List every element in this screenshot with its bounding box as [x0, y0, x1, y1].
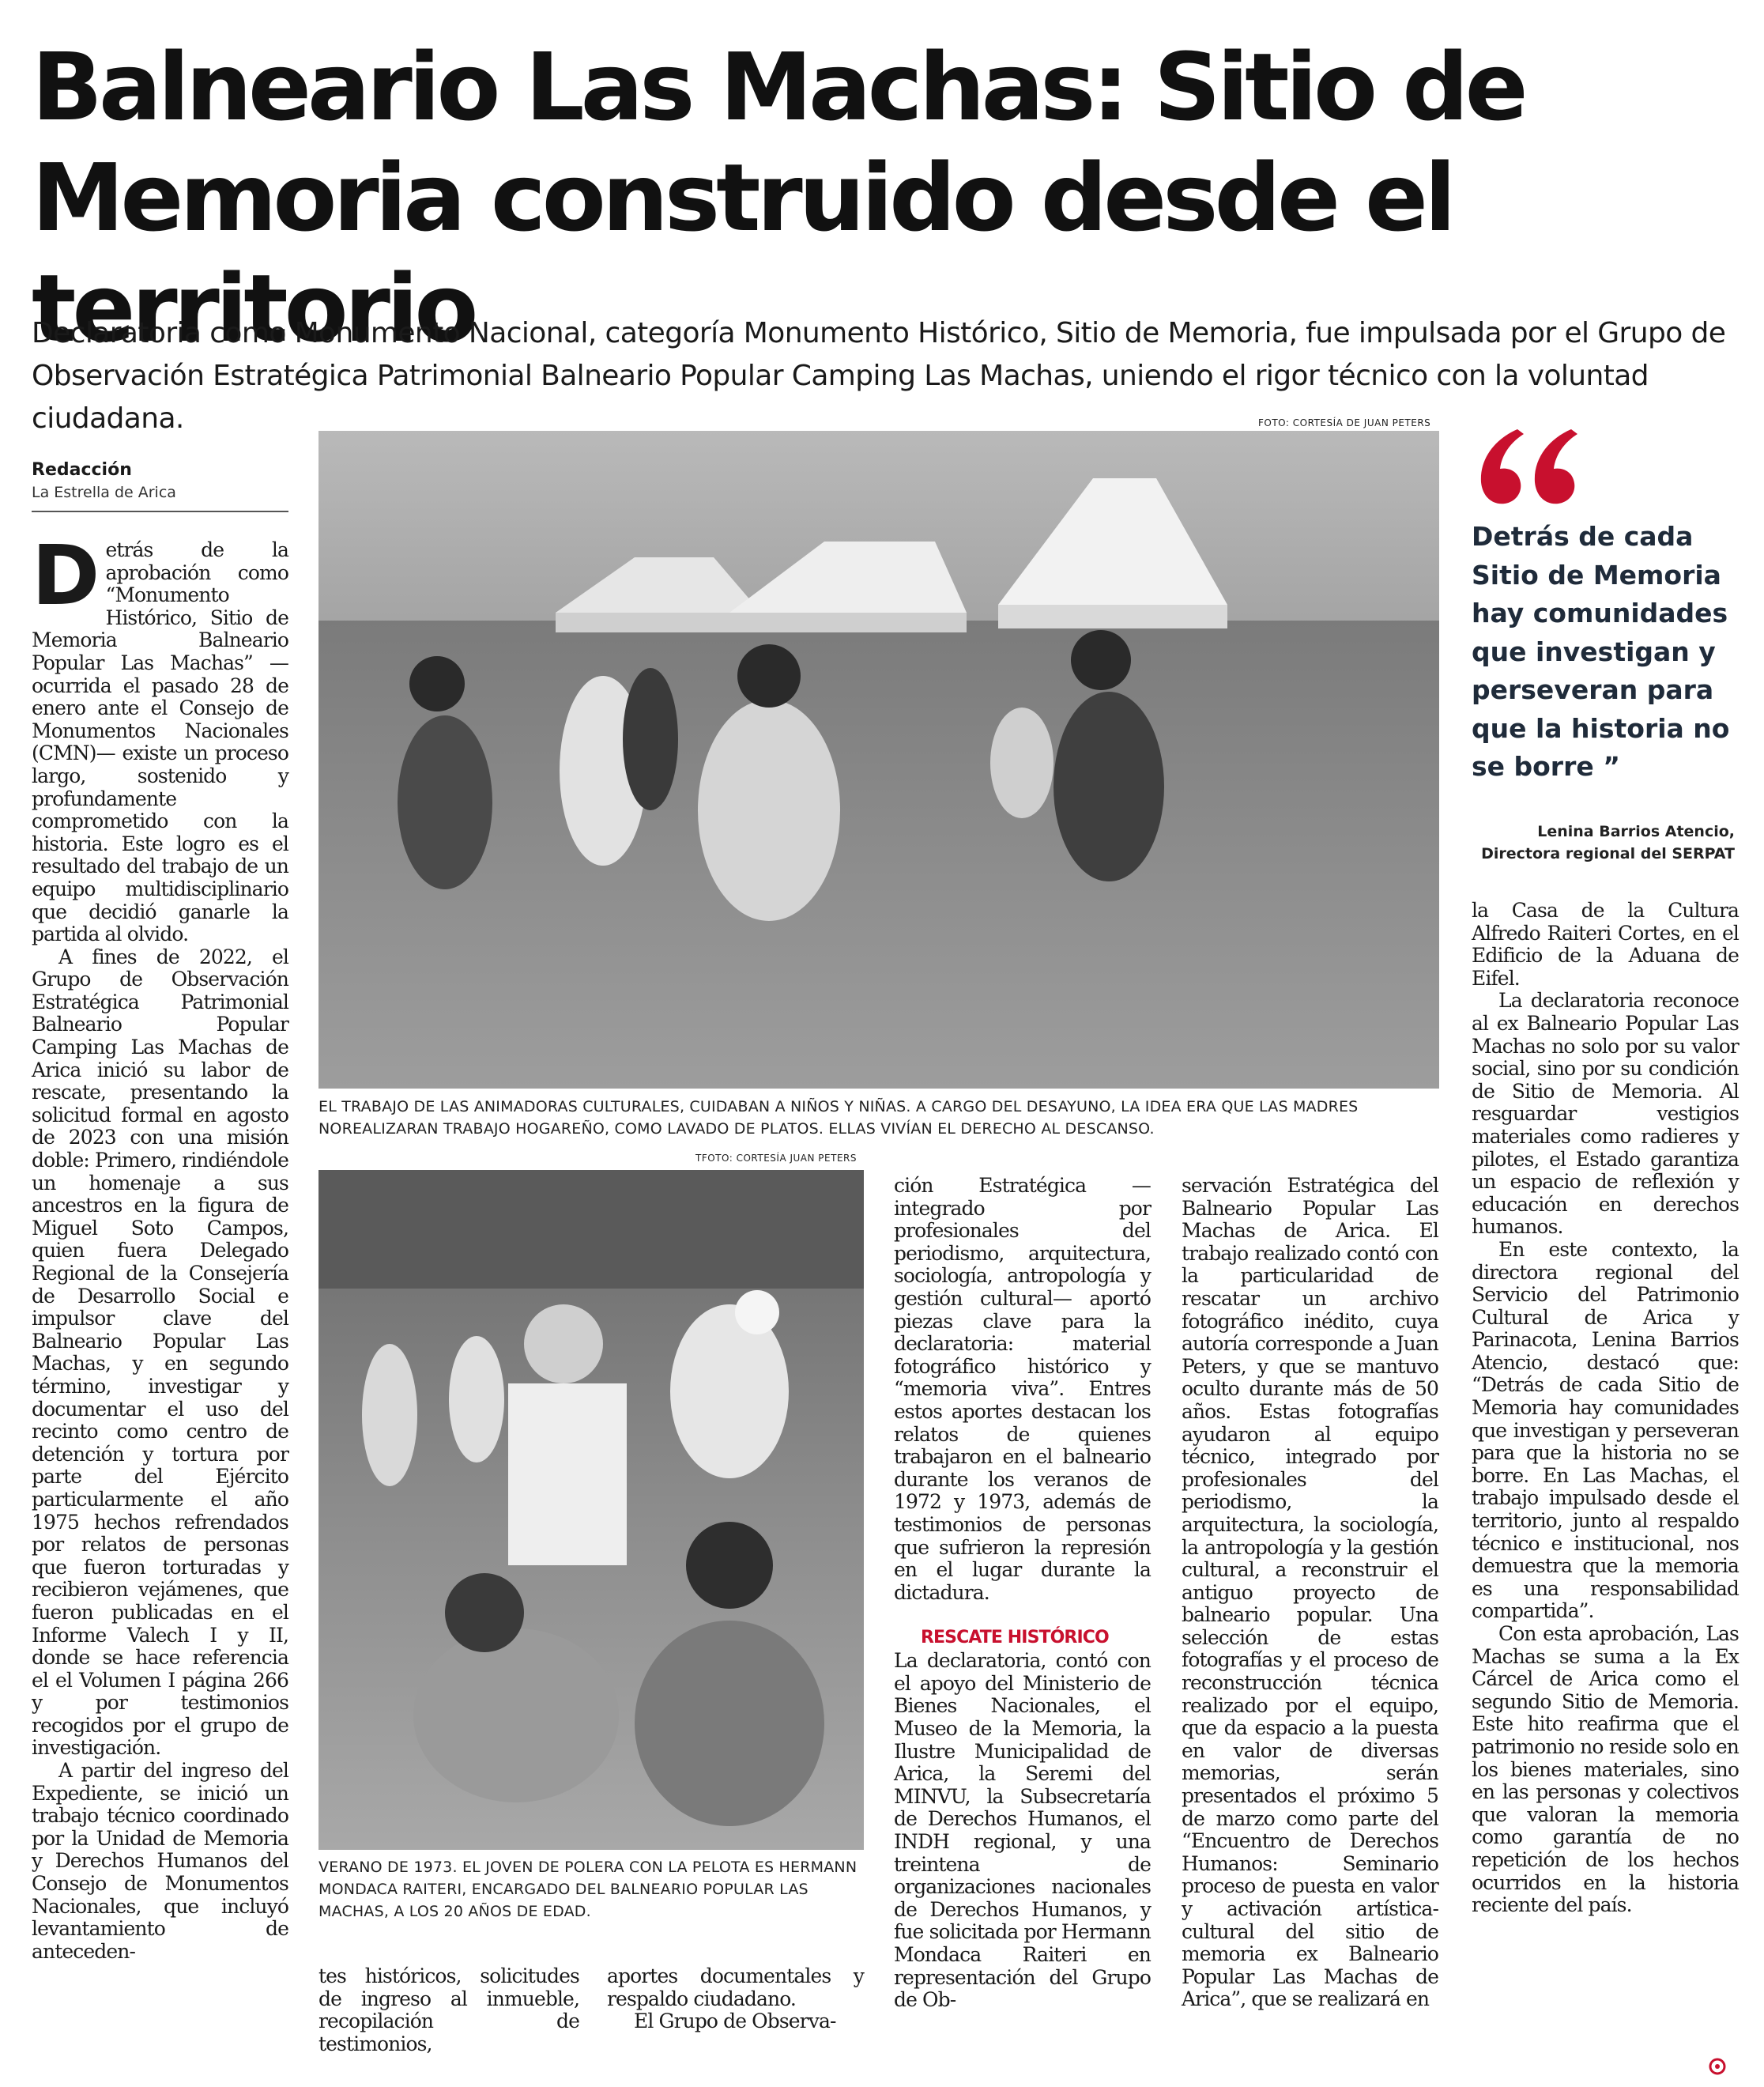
- beach-photo-huts: [318, 431, 1439, 1089]
- photo-caption: EL TRABAJO DE LAS ANIMADORAS CULTURALES, CUIDABAN A NIÑOS Y NIÑAS. A CARGO DEL DESAYUNO, LA IDEA ERA QUE LAS MADRES NOREALIZARAN TRABAJO HOGAREÑO, COMO LAVADO DE PLATOS. ELLAS VIVÍAN EL DERECHO AL DESCANSO.: [318, 1098, 1359, 1138]
- body-column-5: [1182, 1175, 1438, 2011]
- body-paragraph: La declaratoria, contó con el apoyo del Ministerio de Bienes Nacionales, el Museo de la Memoria, la Ilustre Municipalidad de Arica, la Seremi del MINVU, la Subsecretaría de Derechos Humanos, el INDH regional, y una treintena de organizaciones nacionales de Derechos Humanos, y fue solicitada por Hermann Mondaca Raiteri en representación del Grupo de Ob-: [894, 1649, 1151, 2012]
- quote-attribution: [1438, 821, 1735, 865]
- body-paragraph: En este contexto, la directora regional del Servicio del Patrimonio Cultural de Arica y Parinacota, Lenina Barrios Atencio, destacó que: “Detrás de cada Sitio de Memoria hay comunidades que investigan y perseveran para que la historia no se borre. En Las Machas, el trabajo impulsado desde el territorio, junto al respaldo técnico e institucional, nos demuestra que la memoria es una responsabilidad compartida”.: [1472, 1237, 1739, 1623]
- body-paragraph: Detrás de la aprobación como “Monumento Histórico, Sitio de Memoria Balneario Popular Las Machas” —ocurrida el pasado 28 de enero ante el Consejo de Monumentos Nacionales (CMN)— existe un proceso largo, sostenido y profundamente comprometido con la historia. Este logro es el resultado del trabajo de un equipo multidisciplinario que decidió ganarle la partida al olvido.: [32, 527, 288, 946]
- children-photo-image: [318, 1170, 864, 1850]
- photo-credit: FOTO: CORTESÍA DE JUAN PETERS: [1258, 417, 1431, 428]
- drop-cap: D: [32, 527, 100, 624]
- quote-mark-icon: [1472, 423, 1582, 510]
- body-paragraph: El Grupo de Observa-: [634, 2010, 836, 2033]
- children-beach-photo: [318, 1170, 864, 1850]
- body-paragraph: A partir del ingreso del Expediente, se inició un trabajo técnico coordinado por la Unidad de Memoria y Derechos Humanos del Consejo de Monumentos Nacionales, que incluyó levantamiento de anteceden-: [32, 1759, 288, 1963]
- byline: [32, 459, 288, 512]
- section-subhead: RESCATE HISTÓRICO: [921, 1628, 1109, 1648]
- body-paragraph: ción Estratégica —integrado por profesionales del periodismo, arquitectura, sociología, antropología y gestión cultural— aportó piezas clave para la declaratoria: material fotográfico histórico y “memoria viva”. Entres estos aportes destacan los relatos de quienes trabajaron en el balneario durante los veranos de 1972 y 1973, además de testimonios de personas que sufrieron la represión en el lugar durante la dictadura.: [894, 1174, 1151, 1604]
- byline-outlet: La Estrella de Arica: [32, 484, 176, 501]
- body-column-2: [318, 1965, 579, 2055]
- end-mark-icon: [1709, 2058, 1726, 2075]
- body-column-3: [607, 1965, 864, 2033]
- byline-author: Redacción: [32, 460, 132, 480]
- photo-credit: TFOTO: CORTESÍA JUAN PETERS: [695, 1153, 857, 1164]
- body-column-1: [32, 527, 288, 1963]
- deck: Declaratoria como Monumento Nacional, categoría Monumento Histórico, Sitio de Memoria, fue impulsada por el Grupo de Observación Estratégica Patrimonial Balneario Popular Camping Las Machas, uniendo el rigor técnico con la voluntad ciudadana.: [32, 317, 1726, 435]
- quote-attribution-role: Directora regional del SERPAT: [1481, 845, 1735, 862]
- body-paragraph: A fines de 2022, el Grupo de Observación Estratégica Patrimonial Balneario Popular Camping Las Machas de Arica inició su labor de rescate, presentando la solicitud formal en agosto de 2023 con una misión doble: Primero, rindiéndole un homenaje a sus ancestros en la figura de Miguel Soto Campos, quien fuera Delegado Regional de la Consejería de Desarrollo Social e impulsor clave del Balneario Popular Las Machas, y en segundo término, investigar y documentar el uso del recinto como centro de detención y tortura por parte del Ejército particularmente el año 1975 hechos refrendados por relatos de personas que fueron torturadas y recibieron vejámenes, que fueron publicadas en el Informe Valech I y II, donde se hace referencia el el Volumen I página 266 y por testimonios recogidos por el grupo de investigación.: [32, 945, 288, 1760]
- body-paragraph: la Casa de la Cultura Alfredo Raiteri Cortes, en el Edificio de la Aduana de Eifel.: [1472, 899, 1739, 990]
- headline: Balneario Las Machas: Sitio de Memoria construido desde el territorio: [32, 32, 1525, 363]
- beach-photo-image: [318, 431, 1439, 1089]
- photo-caption: VERANO DE 1973. EL JOVEN DE POLERA CON LA PELOTA ES HERMANN MONDACA RAITERI, ENCARGADO DEL BALNEARIO POPULAR LAS MACHAS, A LOS 20 AÑOS DE EDAD.: [318, 1859, 858, 1920]
- body-paragraph: servación Estratégica del Balneario Popular Las Machas de Arica. El trabajo realizado contó con la particularidad de rescatar un archivo fotográfico inédito, cuya autoría corresponde a Juan Peters, y que se mantuvo oculto durante más de 50 años. Estas fotografías ayudaron al equipo técnico, integrado por profesionales del periodismo, la arquitectura, la sociología, la antropología y la gestión cultural, a reconstruir el antiguo proyecto de balneario popular. Una selección de estas fotografías y el proceso de reconstrucción técnica realizado por el equipo, que da espacio a la puesta en valor de diversas memorias, serán presentados el próximo 5 de marzo como parte del “Encuentro de Derechos Humanos: Seminario proceso de puesta en valor y activación artística-cultural del sitio de memoria ex Balneario Popular Las Machas de Arica”, que se realizará en: [1182, 1174, 1438, 2011]
- body-paragraph: aportes documentales y respaldo ciudadano.: [607, 1964, 864, 2010]
- quote-attribution-name: Lenina Barrios Atencio,: [1537, 823, 1735, 840]
- body-column-4: [894, 1175, 1151, 2012]
- body-paragraph: tes históricos, solicitudes de ingreso al inmueble, recopilación de testimonios,: [318, 1964, 579, 2055]
- pull-quote: Detrás de cada Sitio de Memoria hay comunidades que investigan y perseveran para que la historia no se borre ”: [1472, 521, 1730, 782]
- body-paragraph: La declaratoria reconoce al ex Balneario Popular Las Machas no solo por su valor social, sino por su condición de Sitio de Memoria. Al resguardar vestigios materiales como radieres y pilotes, el Estado garantiza un espacio de reflexión y educación en derechos humanos.: [1472, 989, 1739, 1239]
- body-column-6: [1472, 900, 1739, 1917]
- body-paragraph: Con esta aprobación, Las Machas se suma a la Ex Cárcel de Arica como el segundo Sitio de Memoria. Este hito reafirma que el patrimonio no reside solo en los bienes materiales, sino en las personas y colectivos que valoran la memoria como garantía de no repetición de los hechos ocurridos en la historia reciente del país.: [1472, 1622, 1739, 1917]
